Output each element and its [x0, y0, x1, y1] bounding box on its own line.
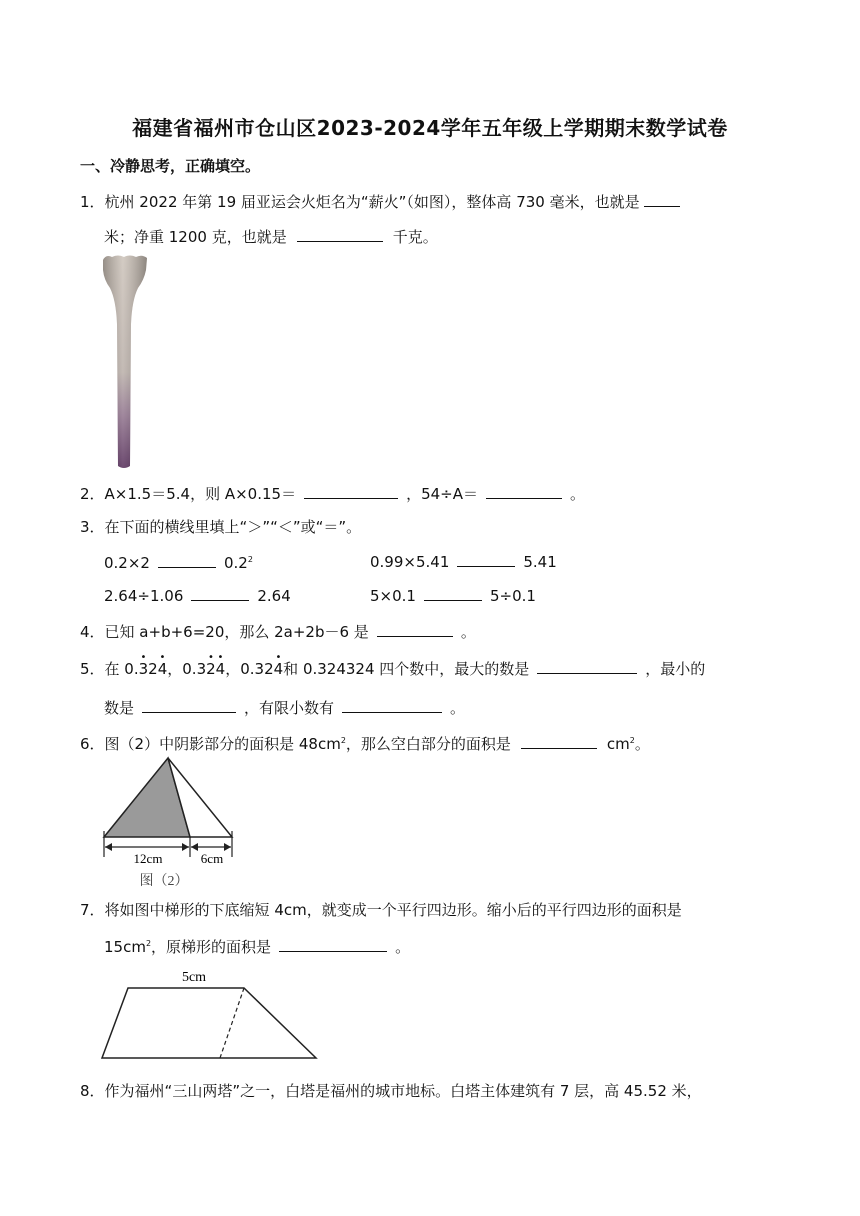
question-6 [80, 731, 650, 754]
q3-item-3 [104, 584, 291, 606]
digit: 2 [148, 660, 158, 678]
q2-text-a: 2．A×1.5＝5.4，则 A×0.15＝ [80, 485, 297, 503]
q3-blank-1[interactable] [158, 551, 216, 568]
figure-label-6cm: 6cm [200, 851, 224, 866]
q6-sup-2: 2 [629, 736, 635, 745]
q5-blank-1[interactable] [537, 657, 637, 674]
figure-label-5cm: 5cm [181, 970, 207, 985]
q5-text-3: ，0.32 [225, 660, 274, 678]
q4-text-a: 4．已知 a+b+6=20，那么 2a+2b－6 是 [80, 623, 369, 641]
q3-blank-2[interactable] [457, 550, 515, 567]
q7-text-b: ，原梯形的面积是 [151, 938, 272, 956]
digit: 4 [157, 660, 168, 678]
q6-text-a: 6．图（2）中阴影部分的面积是 48cm [80, 735, 341, 753]
q1-blank-1[interactable] [644, 190, 680, 207]
q5-blank-3[interactable] [342, 696, 442, 713]
q7-sup: 2 [145, 939, 152, 948]
q6-sup-1: 2 [340, 736, 346, 745]
digit: 4 [215, 660, 226, 678]
question-7-line-2 [104, 934, 410, 957]
q3-r2a-right: 2.64 [257, 587, 291, 605]
q3-item-4 [370, 584, 536, 606]
q3-r1b-right: 5.41 [523, 553, 557, 571]
repeat-dot: • [275, 652, 282, 663]
question-5-line-2 [104, 696, 465, 718]
q3-r2b-left: 5×0.1 [370, 587, 416, 605]
q6-blank[interactable] [521, 732, 597, 749]
q1-text: 1．杭州 2022 年第 19 届亚运会火炬名为“薪火”（如图），整体高 730 毫米，也就是 [80, 193, 640, 211]
q5-text-1: 5．在 0. [80, 660, 139, 678]
question-1-line-2 [104, 225, 438, 247]
q3-item-1 [104, 550, 253, 573]
question-1-line-1 [80, 190, 684, 212]
page-title: 福建省福州市仓山区2023-2024学年五年级上学期期末数学试卷 [132, 116, 728, 140]
q2-text-b: ，54÷A＝ [406, 485, 479, 503]
question-3-stem: 3．在下面的横线里填上“＞”“＜”或“＝”。 [80, 518, 362, 536]
q2-blank-1[interactable] [304, 482, 398, 499]
repeat-dot: • [140, 652, 147, 663]
repeat-dot: • [217, 652, 224, 663]
digit: 2 [206, 660, 216, 678]
trapezoid-figure [98, 966, 322, 1062]
q5-blank-2[interactable] [142, 696, 236, 713]
q1-text-2a: 米；净重 1200 克，也就是 [104, 228, 287, 246]
q7-text-c: 。 [395, 938, 411, 956]
q5-text-6: 数是 [104, 699, 135, 717]
q7-text-a: 15cm [104, 938, 146, 956]
repeating-digit [157, 652, 168, 679]
q5-text-8: 。 [450, 699, 466, 717]
q3-r1b-left: 0.99×5.41 [370, 553, 450, 571]
figure-caption: 图（2） [139, 874, 189, 889]
q1-text-2b: 千克。 [392, 228, 438, 246]
q3-blank-4[interactable] [424, 584, 482, 601]
q4-text-b: 。 [460, 623, 476, 641]
q5-text-4: 和 0.324324 四个数中，最大的数是 [283, 660, 530, 678]
digit: 4 [273, 660, 284, 678]
q3-r1a-left: 0.2×2 [104, 554, 150, 572]
triangle-figure [98, 755, 238, 890]
question-2 [80, 482, 585, 504]
question-8-line-1: 8．作为福州“三山两塔”之一，白塔是福州的城市地标。白塔主体建筑有 7 层，高 45.52 米， [80, 1082, 702, 1100]
digit: 3 [138, 660, 149, 678]
q2-blank-2[interactable] [486, 482, 562, 499]
q3-item-2 [370, 550, 557, 572]
repeat-dot: • [207, 652, 214, 663]
repeat-dot: • [159, 652, 166, 663]
repeating-digit [206, 652, 216, 679]
q3-blank-3[interactable] [191, 584, 249, 601]
q7-blank[interactable] [279, 935, 387, 952]
figure-label-12cm: 12cm [133, 851, 163, 866]
q6-text-c: cm [606, 735, 630, 753]
q3-r1a-right: 0.2 [223, 554, 248, 572]
q5-text-7: ，有限小数有 [244, 699, 335, 717]
repeating-digit [138, 652, 149, 679]
torch-image [100, 254, 160, 470]
q6-text-b: ，那么空白部分的面积是 [345, 735, 511, 753]
repeating-digit [215, 652, 226, 679]
question-4 [80, 620, 476, 642]
question-5-line-1 [80, 652, 706, 679]
question-7-line-1: 7．将如图中梯形的下底缩短 4cm，就变成一个平行四边形。缩小后的平行四边形的面积是 [80, 901, 682, 919]
q6-text-d: 。 [634, 735, 650, 753]
q4-blank[interactable] [377, 620, 453, 637]
q3-r2a-left: 2.64÷1.06 [104, 587, 184, 605]
q5-text-2: ，0.3 [167, 660, 207, 678]
repeating-digit [273, 652, 284, 679]
q1-blank-2[interactable] [297, 225, 383, 242]
section-heading: 一、冷静思考，正确填空。 [80, 157, 261, 175]
q3-r2b-right: 5÷0.1 [489, 587, 536, 605]
q2-text-c: 。 [570, 485, 586, 503]
q5-text-5: ，最小的 [645, 660, 706, 678]
q3-r1a-sup: 2 [247, 555, 253, 564]
